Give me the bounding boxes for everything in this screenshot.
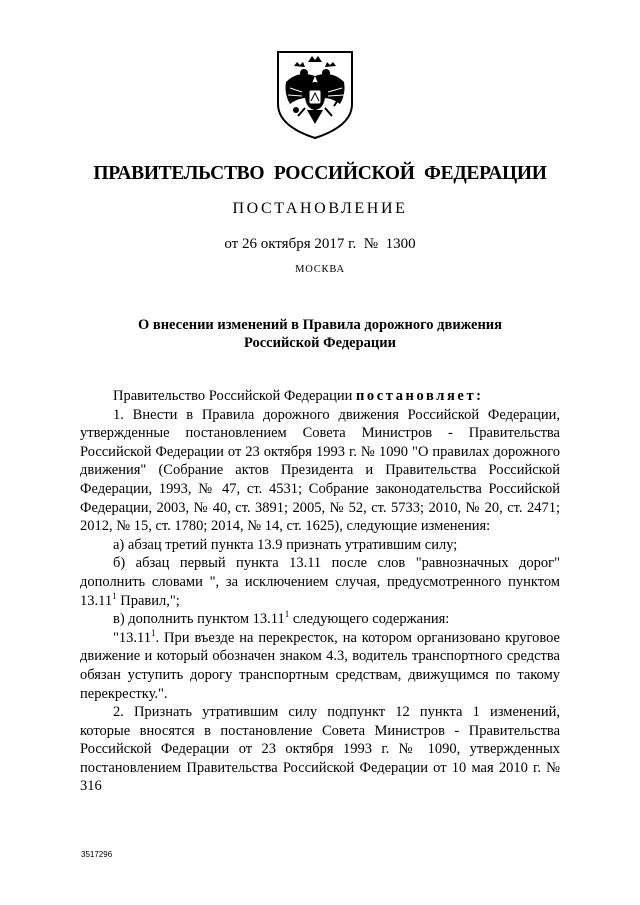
intro-paragraph [80,387,560,406]
superscript: 1 [284,609,290,620]
coat-of-arms-icon [272,48,358,140]
document-body [80,387,560,796]
quoted-rule-text: . При въезде на перекресток, на котором организовано круговое движение и который обозначен знаком 4.3, водитель транспортного средства обязан уступить дорогу транспортным средствам, движущимся по такому перекрестку.". [80,629,560,702]
document-type: ПОСТАНОВЛЕНИЕ [232,200,408,217]
paragraph-1b-end: Правил,"; [116,592,180,609]
quoted-rule [80,629,560,703]
superscript: 1 [112,590,117,601]
paragraph-1v [80,610,560,629]
city-name: МОСКВА [295,264,345,275]
subject-line-2: Российской Федерации [243,335,396,351]
paragraph-1a: а) абзац третий пункта 13.9 признать утратившим силу; [113,536,458,553]
government-title: ПРАВИТЕЛЬСТВО РОССИЙСКОЙ ФЕДЕРАЦИИ [93,163,547,184]
superscript: 1 [151,627,156,638]
paragraph-1: 1. Внести в Правила дорожного движения Российской Федерации, утвержденные постановлением Совета Министров - Правительства Российской Федерации от 23 октября 1993 г. № 1090 "О правилах дорожного движения" (Собрание актов Президента и Правительства Российской Федерации, 1993, № 47, ст. 4531; Собрание законодательства Российской Федерации, 2003, № 40, ст. 3891; 2005, № 52, ст. 5733; 2010, № 20, ст. 2471; 2012, № 15, ст. 1780; 2014, № 14, ст. 1625), следующие изменения: [80,406,560,535]
document-date-number: от 26 октября 2017 г. № 1300 [224,236,416,252]
document-subject [0,316,640,352]
intro-decree: постановляет: [355,388,484,404]
document-code: 3517296 [81,850,113,859]
quoted-rule-start: "13.11 [113,629,152,646]
paragraph-1v-end: следующего содержания: [289,611,450,628]
subject-line-1: О внесении изменений в Правила дорожного движения [137,317,503,333]
paragraph-1b-text: б) абзац первый пункта 13.11 после слов "равнозначных дорог" дополнить словами ", за исключением случая, предусмотренного пунктом 13.11 [80,555,560,609]
paragraph-1b [80,554,560,610]
paragraph-2: 2. Признать утратившим силу подпункт 12 пункта 1 изменений, которые вносятся в постановление Совета Министров - Правительства Российской Федерации от 23 октября 1993 г. № 1090, утвержденных постановлением Правительства Российской Федерации от 10 мая 2010 г. № 316 [80,704,560,795]
intro-lead: Правительство Российской Федерации [113,388,356,404]
paragraph-1v-text: в) дополнить пунктом 13.11 [113,611,285,628]
